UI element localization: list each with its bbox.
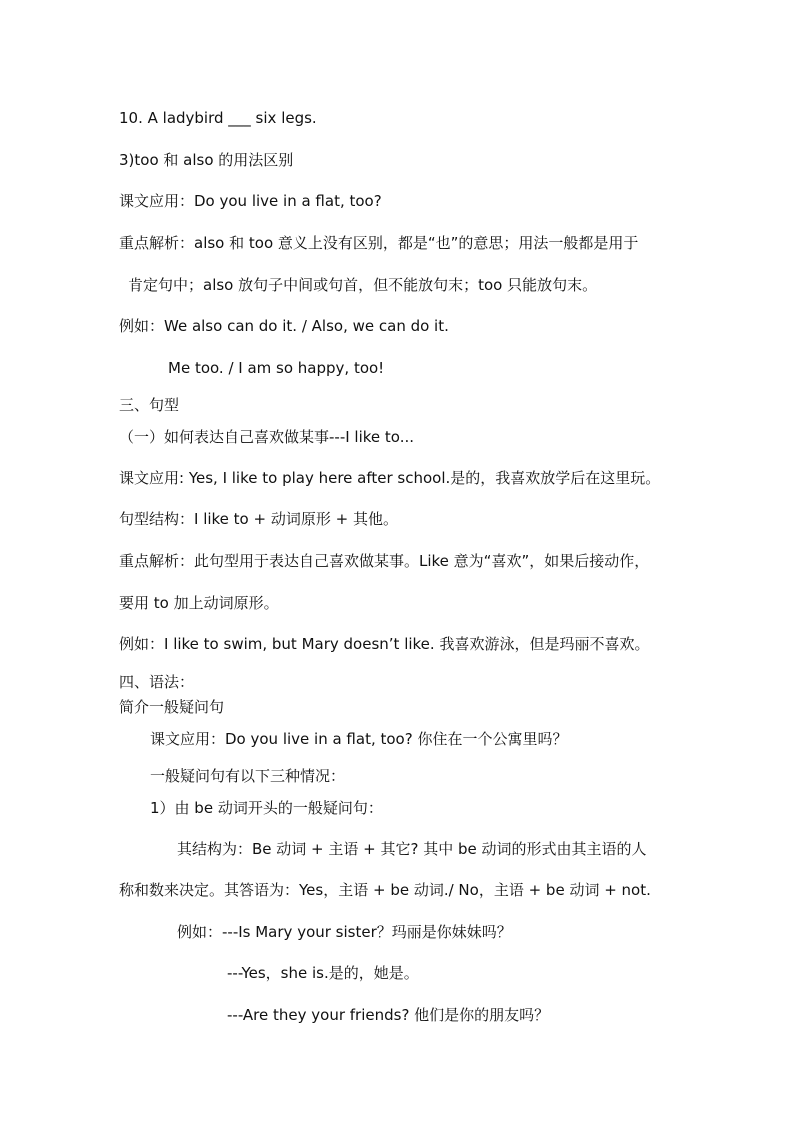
key-analysis-2: 重点解析：此句型用于表达自己喜欢做某事。Like 意为“喜欢”，如果后接动作， xyxy=(119,552,650,570)
example-2: 例如：I like to swim, but Mary doesn’t like. 我喜欢游泳，但是玛丽不喜欢。 xyxy=(119,635,650,653)
subsection-i-like-to: （一）如何表达自己喜欢做某事---I like to... xyxy=(119,428,415,446)
intro-general-questions: 简介一般疑问句 xyxy=(119,698,225,716)
example-1-continued: Me too. / I am so happy, too! xyxy=(168,359,385,377)
example-1: 例如：We also can do it. / Also, we can do it. xyxy=(119,317,449,335)
key-analysis-1: 重点解析：also 和 too 意义上没有区别，都是“也”的意思；用法一般都是用于 xyxy=(119,234,639,252)
section-too-also-heading: 3)too 和 also 的用法区别 xyxy=(119,151,294,169)
case-be-verb: 1）由 be 动词开头的一般疑问句： xyxy=(150,799,383,817)
text-application-2: 课文应用: Yes, I like to play here after school.是的，我喜欢放学后在这里玩。 xyxy=(119,469,661,487)
example-3-question-2: ---Are they your friends? 他们是你的朋友吗？ xyxy=(227,1006,550,1024)
sentence-structure: 句型结构：I like to + 动词原形 + 其他。 xyxy=(119,510,398,528)
be-verb-structure: 其结构为：Be 动词 + 主语 + 其它? 其中 be 动词的形式由其主语的人 xyxy=(177,840,647,858)
text-application-3: 课文应用：Do you live in a flat, too? 你住在一个公寓里吗？ xyxy=(150,730,568,748)
general-questions-cases: 一般疑问句有以下三种情况： xyxy=(150,767,346,785)
key-analysis-1-continued: 肯定句中；also 放句子中间或句首，但不能放句末；too 只能放句末。 xyxy=(128,276,598,294)
text-application-1: 课文应用：Do you live in a flat, too? xyxy=(119,192,382,210)
question-10: 10. A ladybird ___ six legs. xyxy=(119,109,317,127)
section-grammar-heading: 四、语法： xyxy=(119,673,195,691)
be-verb-answers: 称和数来决定。其答语为：Yes，主语 + be 动词./ No，主语 + be 动词 + not. xyxy=(119,881,651,899)
key-analysis-2-continued: 要用 to 加上动词原形。 xyxy=(119,594,279,612)
example-3-question: 例如：---Is Mary your sister？玛丽是你妹妹吗？ xyxy=(177,923,512,941)
example-3-answer: ---Yes，she is.是的，她是。 xyxy=(227,964,419,982)
section-sentence-patterns-heading: 三、句型 xyxy=(119,396,180,414)
